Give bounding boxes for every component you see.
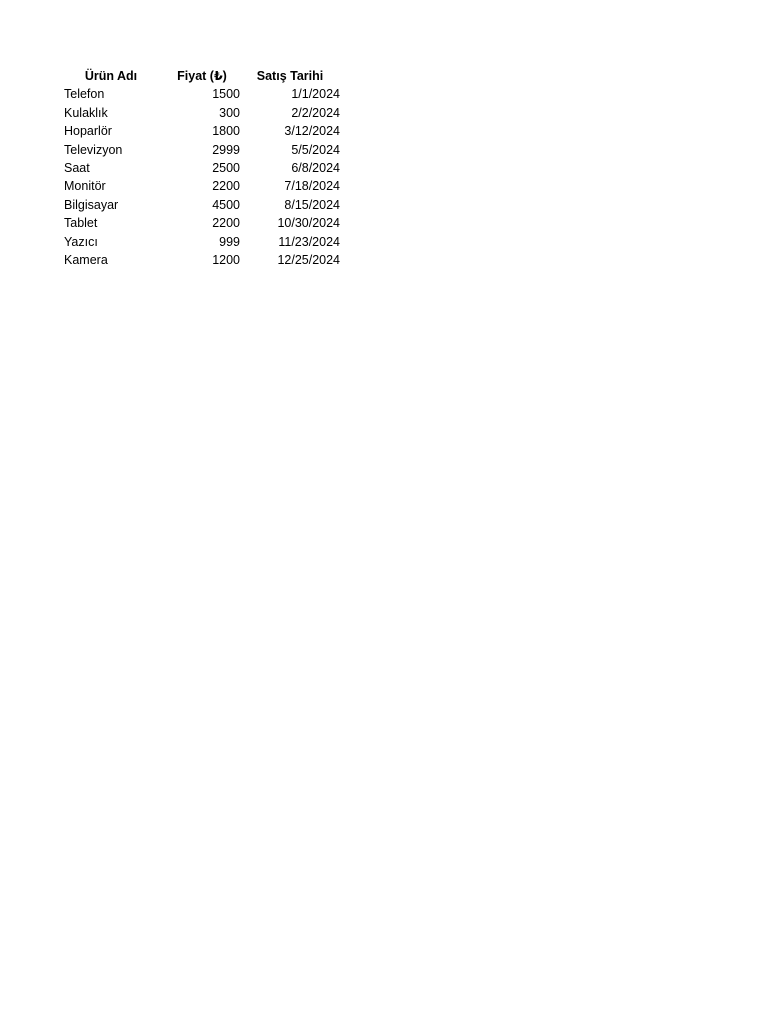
cell-product-name[interactable]: Hoparlör [64, 124, 112, 139]
cell-sale-date[interactable]: 1/1/2024 [291, 87, 340, 102]
cell-sale-date[interactable]: 11/23/2024 [278, 234, 340, 249]
cell-price[interactable]: 1500 [212, 87, 240, 102]
sales-table [58, 67, 340, 269]
cell-price[interactable]: 999 [219, 234, 240, 249]
cell-price[interactable]: 1200 [212, 253, 240, 268]
table-row [58, 85, 340, 103]
cell-product-name[interactable]: Kamera [64, 253, 108, 268]
cell-product-name[interactable]: Tablet [64, 216, 98, 231]
header-row [58, 67, 340, 85]
header-sale-date[interactable]: Satış Tarihi [256, 69, 324, 83]
cell-price[interactable]: 2999 [212, 142, 240, 157]
cell-price[interactable]: 2200 [212, 216, 240, 231]
cell-price[interactable]: 300 [219, 105, 240, 120]
cell-price[interactable]: 4500 [212, 197, 240, 212]
cell-product-name[interactable]: Saat [64, 161, 90, 176]
header-price[interactable]: Fiyat (₺) [177, 69, 227, 83]
table-row [58, 122, 340, 140]
cell-sale-date[interactable]: 2/2/2024 [291, 105, 340, 120]
cell-sale-date[interactable]: 8/15/2024 [284, 197, 340, 212]
cell-sale-date[interactable]: 5/5/2024 [291, 142, 340, 157]
header-product-name[interactable]: Ürün Adı [84, 69, 138, 83]
table-row [58, 104, 340, 122]
cell-sale-date[interactable]: 3/12/2024 [284, 124, 340, 139]
cell-sale-date[interactable]: 6/8/2024 [291, 161, 340, 176]
cell-product-name[interactable]: Yazıcı [64, 234, 98, 249]
cell-product-name[interactable]: Bilgisayar [64, 197, 119, 212]
cell-product-name[interactable]: Kulaklık [64, 105, 108, 120]
table-row [58, 177, 340, 195]
table-row [58, 214, 340, 232]
cell-price[interactable]: 1800 [212, 124, 240, 139]
cell-price[interactable]: 2200 [212, 179, 240, 194]
table-row [58, 233, 340, 251]
cell-sale-date[interactable]: 7/18/2024 [284, 179, 340, 194]
table-row [58, 141, 340, 159]
table-row [58, 159, 340, 177]
cell-product-name[interactable]: Telefon [64, 87, 105, 102]
cell-sale-date[interactable]: 12/25/2024 [277, 253, 340, 268]
cell-product-name[interactable]: Televizyon [64, 142, 123, 157]
cell-sale-date[interactable]: 10/30/2024 [277, 216, 340, 231]
cell-price[interactable]: 2500 [212, 161, 240, 176]
table-row [58, 196, 340, 214]
cell-product-name[interactable]: Monitör [64, 179, 106, 194]
table-row [58, 251, 340, 269]
